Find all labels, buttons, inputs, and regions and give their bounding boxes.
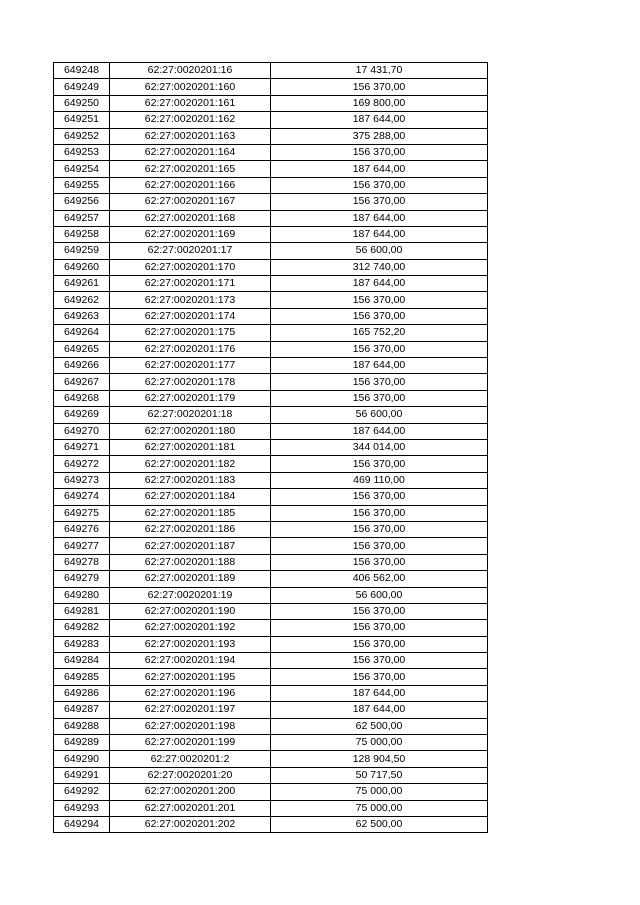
cadastral-number-cell: 62:27:0020201:197 (110, 702, 271, 718)
row-id-cell: 649280 (54, 587, 110, 603)
cadastral-number-cell: 62:27:0020201:2 (110, 751, 271, 767)
cadastral-value-cell: 156 370,00 (271, 603, 488, 619)
cadastral-number-cell: 62:27:0020201:19 (110, 587, 271, 603)
cadastral-number-cell: 62:27:0020201:188 (110, 554, 271, 570)
table-row (54, 735, 488, 751)
cadastral-value-cell: 128 904,50 (271, 751, 488, 767)
table-row (54, 95, 488, 111)
row-id-cell: 649271 (54, 439, 110, 455)
cadastral-value-cell: 156 370,00 (271, 653, 488, 669)
table-row (54, 472, 488, 488)
table-row (54, 521, 488, 537)
cadastral-value-cell: 187 644,00 (271, 685, 488, 701)
row-id-cell: 649285 (54, 669, 110, 685)
cadastral-value-cell: 187 644,00 (271, 210, 488, 226)
cadastral-value-cell: 187 644,00 (271, 112, 488, 128)
cadastral-value-cell: 17 431,70 (271, 63, 488, 79)
cadastral-number-cell: 62:27:0020201:166 (110, 177, 271, 193)
cadastral-value-cell: 156 370,00 (271, 505, 488, 521)
cadastral-value-cell: 187 644,00 (271, 226, 488, 242)
row-id-cell: 649261 (54, 276, 110, 292)
cadastral-value-cell: 75 000,00 (271, 784, 488, 800)
cadastral-value-cell: 75 000,00 (271, 735, 488, 751)
table-row (54, 194, 488, 210)
table-row (54, 292, 488, 308)
row-id-cell: 649288 (54, 718, 110, 734)
row-id-cell: 649265 (54, 341, 110, 357)
row-id-cell: 649286 (54, 685, 110, 701)
row-id-cell: 649255 (54, 177, 110, 193)
table-row (54, 456, 488, 472)
cadastral-number-cell: 62:27:0020201:165 (110, 161, 271, 177)
cadastral-number-cell: 62:27:0020201:18 (110, 407, 271, 423)
table-body (54, 63, 488, 833)
table-row (54, 161, 488, 177)
cadastral-value-table (53, 62, 488, 833)
cadastral-value-cell: 312 740,00 (271, 259, 488, 275)
table-row (54, 554, 488, 570)
cadastral-value-cell: 187 644,00 (271, 702, 488, 718)
row-id-cell: 649276 (54, 521, 110, 537)
cadastral-number-cell: 62:27:0020201:187 (110, 538, 271, 554)
cadastral-number-cell: 62:27:0020201:201 (110, 800, 271, 816)
row-id-cell: 649253 (54, 144, 110, 160)
cadastral-value-cell: 156 370,00 (271, 308, 488, 324)
document-page (53, 62, 487, 833)
cadastral-number-cell: 62:27:0020201:162 (110, 112, 271, 128)
row-id-cell: 649257 (54, 210, 110, 226)
table-row (54, 243, 488, 259)
cadastral-value-cell: 187 644,00 (271, 423, 488, 439)
row-id-cell: 649252 (54, 128, 110, 144)
cadastral-number-cell: 62:27:0020201:171 (110, 276, 271, 292)
cadastral-number-cell: 62:27:0020201:20 (110, 767, 271, 783)
cadastral-number-cell: 62:27:0020201:161 (110, 95, 271, 111)
row-id-cell: 649294 (54, 816, 110, 832)
row-id-cell: 649250 (54, 95, 110, 111)
row-id-cell: 649272 (54, 456, 110, 472)
cadastral-value-cell: 56 600,00 (271, 587, 488, 603)
table-row (54, 341, 488, 357)
row-id-cell: 649270 (54, 423, 110, 439)
row-id-cell: 649249 (54, 79, 110, 95)
table-row (54, 112, 488, 128)
row-id-cell: 649267 (54, 374, 110, 390)
row-id-cell: 649292 (54, 784, 110, 800)
cadastral-number-cell: 62:27:0020201:184 (110, 489, 271, 505)
table-row (54, 325, 488, 341)
table-row (54, 603, 488, 619)
table-row (54, 636, 488, 652)
cadastral-number-cell: 62:27:0020201:177 (110, 358, 271, 374)
table-row (54, 390, 488, 406)
row-id-cell: 649251 (54, 112, 110, 128)
table-row (54, 784, 488, 800)
table-row (54, 144, 488, 160)
row-id-cell: 649273 (54, 472, 110, 488)
cadastral-number-cell: 62:27:0020201:193 (110, 636, 271, 652)
cadastral-number-cell: 62:27:0020201:178 (110, 374, 271, 390)
cadastral-value-cell: 56 600,00 (271, 243, 488, 259)
row-id-cell: 649274 (54, 489, 110, 505)
cadastral-number-cell: 62:27:0020201:169 (110, 226, 271, 242)
row-id-cell: 649278 (54, 554, 110, 570)
table-row (54, 538, 488, 554)
table-row (54, 226, 488, 242)
row-id-cell: 649254 (54, 161, 110, 177)
row-id-cell: 649260 (54, 259, 110, 275)
cadastral-value-cell: 375 288,00 (271, 128, 488, 144)
cadastral-value-cell: 187 644,00 (271, 161, 488, 177)
cadastral-value-cell: 165 752,20 (271, 325, 488, 341)
row-id-cell: 649275 (54, 505, 110, 521)
cadastral-value-cell: 156 370,00 (271, 669, 488, 685)
cadastral-value-cell: 156 370,00 (271, 521, 488, 537)
cadastral-value-cell: 169 800,00 (271, 95, 488, 111)
row-id-cell: 649291 (54, 767, 110, 783)
cadastral-number-cell: 62:27:0020201:194 (110, 653, 271, 669)
table-row (54, 374, 488, 390)
cadastral-value-cell: 156 370,00 (271, 620, 488, 636)
table-row (54, 751, 488, 767)
table-row (54, 423, 488, 439)
table-row (54, 358, 488, 374)
table-row (54, 308, 488, 324)
cadastral-number-cell: 62:27:0020201:192 (110, 620, 271, 636)
cadastral-value-cell: 156 370,00 (271, 636, 488, 652)
cadastral-number-cell: 62:27:0020201:186 (110, 521, 271, 537)
table-row (54, 177, 488, 193)
table-row (54, 489, 488, 505)
cadastral-number-cell: 62:27:0020201:190 (110, 603, 271, 619)
table-row (54, 63, 488, 79)
cadastral-number-cell: 62:27:0020201:167 (110, 194, 271, 210)
cadastral-value-cell: 156 370,00 (271, 489, 488, 505)
cadastral-value-cell: 156 370,00 (271, 374, 488, 390)
row-id-cell: 649293 (54, 800, 110, 816)
table-row (54, 669, 488, 685)
cadastral-value-cell: 156 370,00 (271, 144, 488, 160)
table-row (54, 79, 488, 95)
cadastral-number-cell: 62:27:0020201:174 (110, 308, 271, 324)
cadastral-number-cell: 62:27:0020201:183 (110, 472, 271, 488)
cadastral-value-cell: 156 370,00 (271, 79, 488, 95)
cadastral-number-cell: 62:27:0020201:163 (110, 128, 271, 144)
cadastral-value-cell: 156 370,00 (271, 456, 488, 472)
cadastral-value-cell: 75 000,00 (271, 800, 488, 816)
table-row (54, 718, 488, 734)
cadastral-value-cell: 344 014,00 (271, 439, 488, 455)
cadastral-value-cell: 187 644,00 (271, 358, 488, 374)
cadastral-number-cell: 62:27:0020201:16 (110, 63, 271, 79)
row-id-cell: 649248 (54, 63, 110, 79)
row-id-cell: 649268 (54, 390, 110, 406)
cadastral-value-cell: 62 500,00 (271, 816, 488, 832)
row-id-cell: 649263 (54, 308, 110, 324)
row-id-cell: 649279 (54, 571, 110, 587)
cadastral-number-cell: 62:27:0020201:189 (110, 571, 271, 587)
cadastral-number-cell: 62:27:0020201:181 (110, 439, 271, 455)
cadastral-value-cell: 156 370,00 (271, 538, 488, 554)
row-id-cell: 649283 (54, 636, 110, 652)
cadastral-number-cell: 62:27:0020201:173 (110, 292, 271, 308)
cadastral-value-cell: 156 370,00 (271, 390, 488, 406)
table-row (54, 587, 488, 603)
cadastral-number-cell: 62:27:0020201:176 (110, 341, 271, 357)
row-id-cell: 649287 (54, 702, 110, 718)
row-id-cell: 649264 (54, 325, 110, 341)
table-row (54, 620, 488, 636)
cadastral-number-cell: 62:27:0020201:170 (110, 259, 271, 275)
row-id-cell: 649282 (54, 620, 110, 636)
table-row (54, 128, 488, 144)
table-row (54, 210, 488, 226)
row-id-cell: 649290 (54, 751, 110, 767)
cadastral-value-cell: 56 600,00 (271, 407, 488, 423)
cadastral-number-cell: 62:27:0020201:195 (110, 669, 271, 685)
cadastral-number-cell: 62:27:0020201:160 (110, 79, 271, 95)
cadastral-value-cell: 156 370,00 (271, 554, 488, 570)
cadastral-value-cell: 62 500,00 (271, 718, 488, 734)
row-id-cell: 649259 (54, 243, 110, 259)
cadastral-number-cell: 62:27:0020201:175 (110, 325, 271, 341)
cadastral-number-cell: 62:27:0020201:17 (110, 243, 271, 259)
cadastral-value-cell: 156 370,00 (271, 292, 488, 308)
table-row (54, 571, 488, 587)
row-id-cell: 649256 (54, 194, 110, 210)
row-id-cell: 649258 (54, 226, 110, 242)
row-id-cell: 649262 (54, 292, 110, 308)
table-row (54, 767, 488, 783)
table-row (54, 276, 488, 292)
cadastral-value-cell: 406 562,00 (271, 571, 488, 587)
cadastral-number-cell: 62:27:0020201:200 (110, 784, 271, 800)
cadastral-value-cell: 187 644,00 (271, 276, 488, 292)
row-id-cell: 649284 (54, 653, 110, 669)
row-id-cell: 649289 (54, 735, 110, 751)
cadastral-number-cell: 62:27:0020201:202 (110, 816, 271, 832)
row-id-cell: 649266 (54, 358, 110, 374)
cadastral-number-cell: 62:27:0020201:179 (110, 390, 271, 406)
cadastral-number-cell: 62:27:0020201:164 (110, 144, 271, 160)
table-row (54, 259, 488, 275)
table-row (54, 439, 488, 455)
cadastral-number-cell: 62:27:0020201:199 (110, 735, 271, 751)
row-id-cell: 649281 (54, 603, 110, 619)
cadastral-number-cell: 62:27:0020201:168 (110, 210, 271, 226)
table-row (54, 407, 488, 423)
cadastral-number-cell: 62:27:0020201:198 (110, 718, 271, 734)
row-id-cell: 649269 (54, 407, 110, 423)
cadastral-number-cell: 62:27:0020201:182 (110, 456, 271, 472)
cadastral-value-cell: 156 370,00 (271, 194, 488, 210)
row-id-cell: 649277 (54, 538, 110, 554)
table-row (54, 816, 488, 832)
cadastral-value-cell: 469 110,00 (271, 472, 488, 488)
table-row (54, 653, 488, 669)
cadastral-value-cell: 50 717,50 (271, 767, 488, 783)
table-row (54, 685, 488, 701)
table-row (54, 505, 488, 521)
cadastral-number-cell: 62:27:0020201:185 (110, 505, 271, 521)
table-row (54, 702, 488, 718)
cadastral-number-cell: 62:27:0020201:196 (110, 685, 271, 701)
table-row (54, 800, 488, 816)
cadastral-value-cell: 156 370,00 (271, 177, 488, 193)
cadastral-number-cell: 62:27:0020201:180 (110, 423, 271, 439)
cadastral-value-cell: 156 370,00 (271, 341, 488, 357)
